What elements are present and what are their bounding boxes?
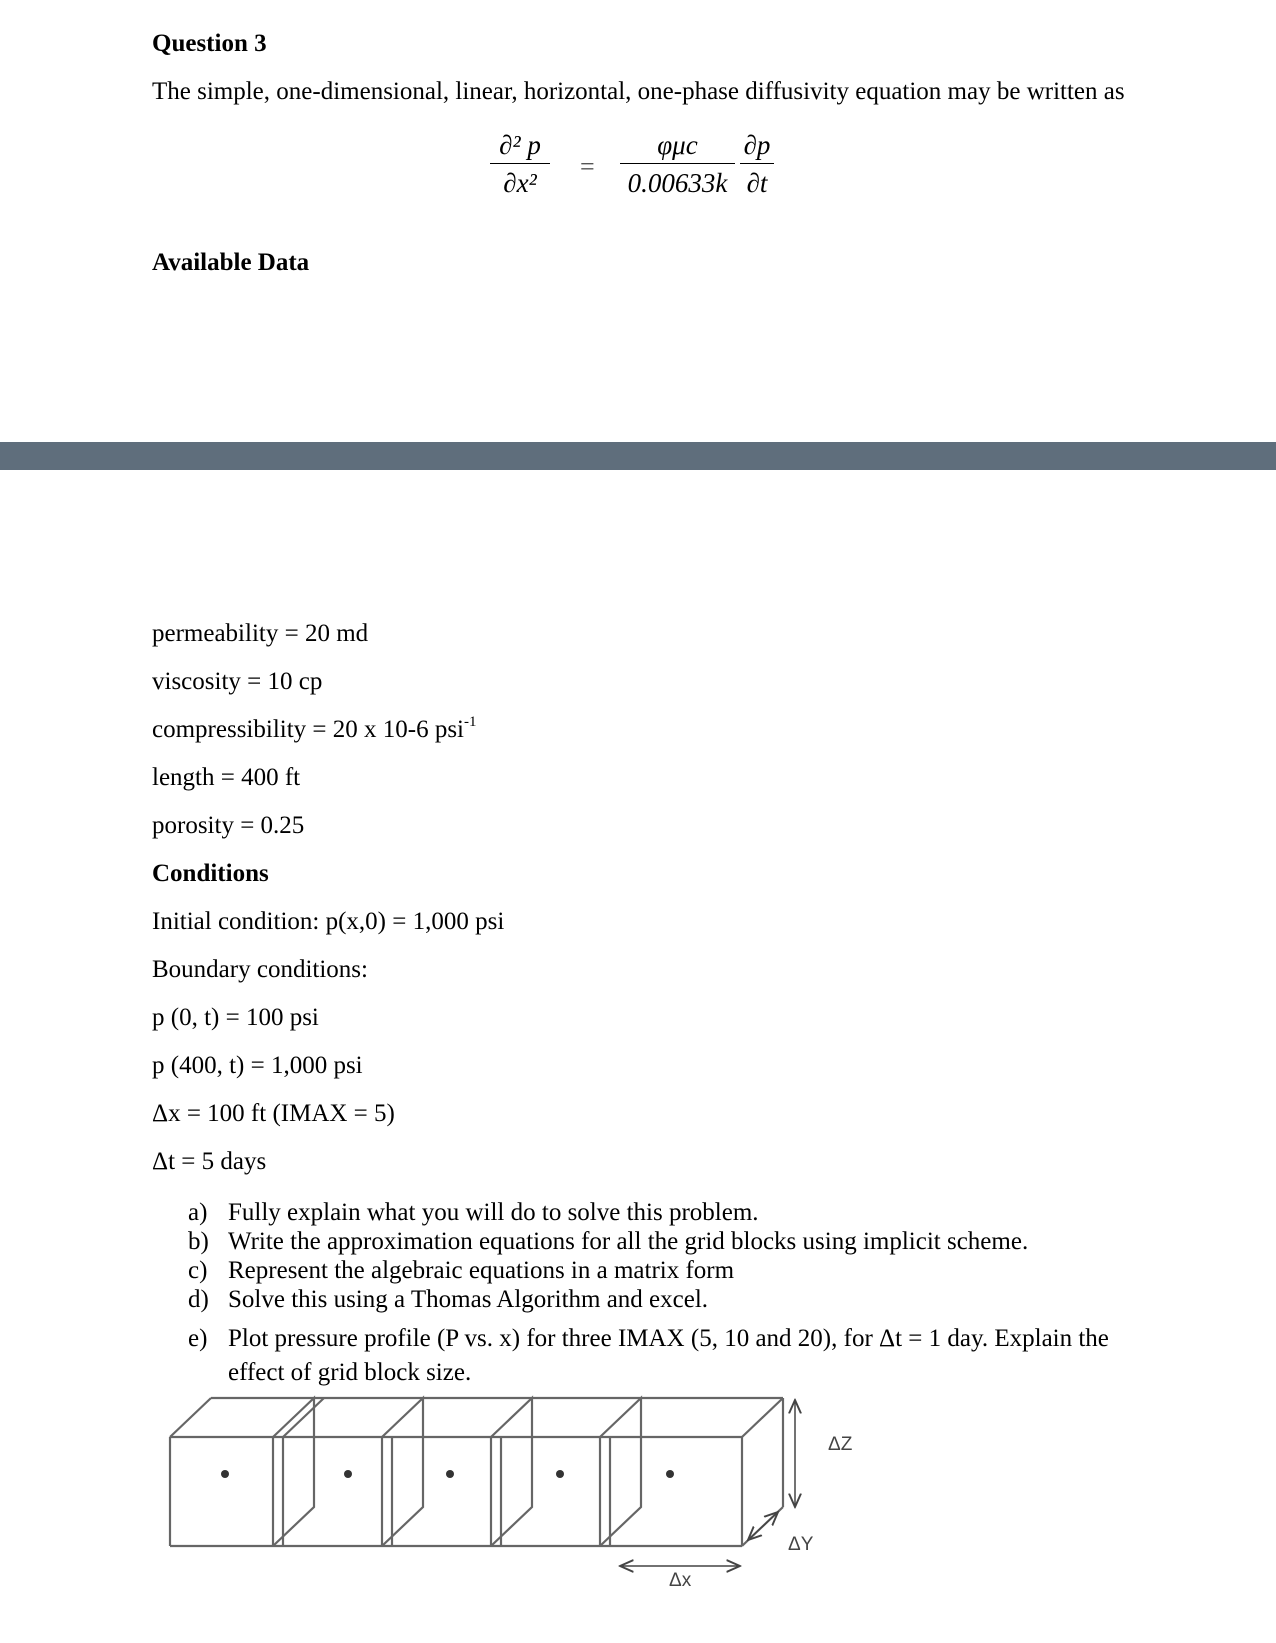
list-item xyxy=(188,1358,1109,1387)
boundary-conditions-heading: Boundary conditions: xyxy=(152,956,368,983)
divider-band xyxy=(0,442,1276,470)
grid-block-svg xyxy=(160,1390,880,1600)
partition-1 xyxy=(273,1398,314,1546)
block-center-dot xyxy=(221,1470,229,1478)
task-text: Solve this using a Thomas Algorithm and excel. xyxy=(228,1286,709,1313)
lhs-numerator: ∂² p xyxy=(490,130,550,164)
block-center-dot xyxy=(344,1470,352,1478)
dy-arrow xyxy=(748,1512,778,1540)
compressibility-text: compressibility = 20 x 10-6 psi xyxy=(152,716,464,743)
coefficient-denominator: 0.00633k xyxy=(627,168,728,198)
conditions-heading: Conditions xyxy=(152,860,269,887)
rhs-denominator: ∂t xyxy=(746,168,768,198)
task-text: Represent the algebraic equations in a matrix form xyxy=(228,1257,735,1284)
equals-sign: = xyxy=(580,152,595,181)
block-centers xyxy=(221,1470,674,1478)
dx-label: Δx xyxy=(669,1570,692,1591)
question-title: Question 3 xyxy=(152,30,267,57)
list-item xyxy=(188,1227,1109,1256)
length-line: length = 400 ft xyxy=(152,764,301,791)
lhs-denominator: ∂x² xyxy=(503,168,537,198)
task-label xyxy=(188,1358,228,1387)
list-item xyxy=(188,1198,1109,1227)
top-left-depth-edge xyxy=(170,1398,211,1437)
rhs-numerator: ∂p xyxy=(740,130,774,164)
compressibility-exponent: -1 xyxy=(464,714,477,730)
boundary-condition-right: p (400, t) = 1,000 psi xyxy=(152,1052,363,1079)
time-step: Δt = 5 days xyxy=(152,1148,267,1175)
block-center-dot xyxy=(556,1470,564,1478)
porosity-line: porosity = 0.25 xyxy=(152,812,305,839)
rhs-fraction xyxy=(740,130,774,199)
block-center-dot xyxy=(666,1470,674,1478)
partition-1b-top xyxy=(283,1398,324,1437)
task-text: Write the approximation equations for all the grid blocks using implicit scheme. xyxy=(228,1228,1029,1255)
partition-2 xyxy=(382,1398,423,1546)
task-list xyxy=(188,1198,1109,1387)
list-item xyxy=(188,1256,1109,1285)
task-text: Fully explain what you will do to solve this problem. xyxy=(228,1199,759,1226)
top-right-depth-edge xyxy=(742,1398,783,1437)
boundary-condition-left: p (0, t) = 100 psi xyxy=(152,1004,319,1031)
task-label: b) xyxy=(188,1228,209,1255)
dz-label: ΔZ xyxy=(828,1434,853,1455)
task-label: e) xyxy=(188,1325,208,1352)
dy-label: ΔY xyxy=(788,1534,814,1555)
permeability-line: permeability = 20 md xyxy=(152,620,369,647)
task-text: effect of grid block size. xyxy=(228,1359,472,1386)
grid-block-diagram xyxy=(160,1390,880,1605)
task-label: a) xyxy=(188,1199,208,1226)
grid-spacing: Δx = 100 ft (IMAX = 5) xyxy=(152,1100,395,1127)
viscosity-line: viscosity = 10 cp xyxy=(152,668,323,695)
list-item xyxy=(188,1285,1109,1314)
compressibility-line xyxy=(152,716,477,744)
partition-4 xyxy=(600,1398,641,1546)
list-item xyxy=(188,1324,1109,1353)
intro-text: The simple, one-dimensional, linear, horizontal, one-phase diffusivity equation may be written as xyxy=(152,78,1125,105)
task-label: c) xyxy=(188,1257,208,1284)
available-data-heading: Available Data xyxy=(152,249,310,276)
lhs-fraction xyxy=(490,130,550,199)
task-label: d) xyxy=(188,1286,209,1313)
diffusivity-equation xyxy=(490,130,790,220)
block-center-dot xyxy=(446,1470,454,1478)
partition-3 xyxy=(491,1398,532,1546)
task-text: Plot pressure profile (P vs. x) for three IMAX (5, 10 and 20), for Δt = 1 day. Explain the xyxy=(228,1325,1109,1352)
coefficient-numerator: φμc xyxy=(620,130,735,164)
block-partitions xyxy=(273,1398,641,1546)
coefficient-fraction xyxy=(620,130,735,199)
initial-condition: Initial condition: p(x,0) = 1,000 psi xyxy=(152,908,505,935)
